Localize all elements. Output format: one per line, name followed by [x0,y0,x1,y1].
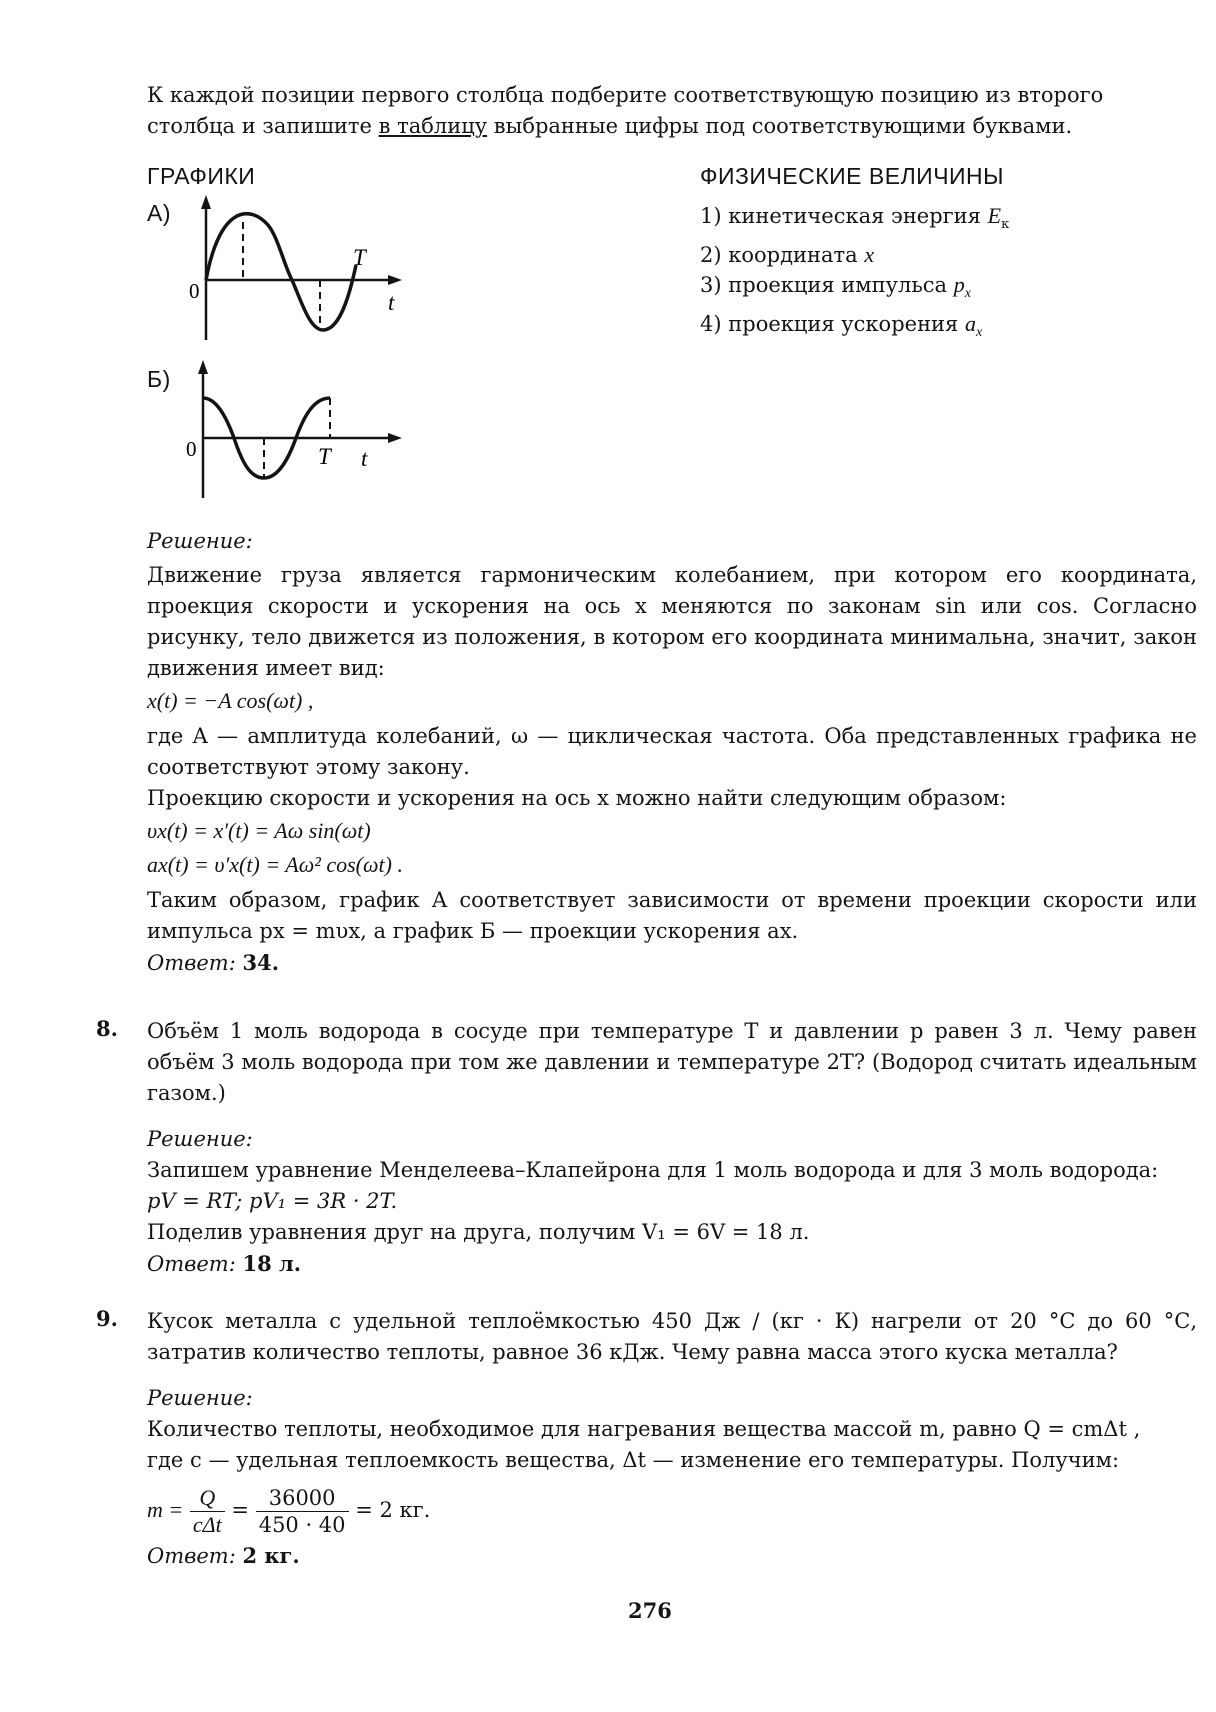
formula-v: υx(t) = x′(t) = Aω sin(ωt) [147,818,371,843]
task-8-line-2: pV = RT; pV₁ = 3R · 2T. [147,1189,398,1213]
quantity-item-2: 2) координата x [700,242,875,268]
intro-underlined: в таблицу [378,114,488,138]
graph-a-zero: 0 [189,279,200,303]
graph-b-label: Б) [147,366,171,392]
graph-b [180,360,410,500]
task-9-number: 9. [96,1306,118,1331]
page-number: 276 [628,1598,672,1623]
answer-7: Ответ: 34. [147,950,280,975]
solution-7-p3: Проекцию скорости и ускорения на ось x можно найти следующим образом: [147,786,1007,810]
task-8-solution-label: Решение: [147,1127,253,1151]
quantity-item-3: 3) проекция импульса $p_x$ [700,272,971,302]
solution-7 [147,526,1197,979]
task-8-text: Объём 1 моль водорода в сосуде при температуре T и давлении p равен 3 л. Чему равен объём 3 моль водорода при том же давлении и температуре 2T? (Водород считать идеальным газом.) [147,1019,1197,1105]
quantities-list [700,201,1009,349]
graph-b-y-arrow [198,360,208,374]
intro-line-2-b: выбранные цифры под соответствующими буквами. [493,114,1073,138]
solution-7-p2: где A — амплитуда колебаний, ω — циклическая частота. Оба представленных графика не соответствуют этому закону. [147,724,1197,779]
formula-x: x(t) = −A cos(ωt) , [147,688,314,713]
graph-a-x-arrow [388,275,402,285]
answer-9: Ответ: 2 кг. [147,1543,300,1568]
graph-a-t: t [388,290,395,315]
intro-text [147,80,1197,142]
task-9-text: Кусок металла с удельной теплоёмкостью 450 Дж / (кг · К) нагрели от 20 °С до 60 °С, затратив количество теплоты, равное 36 кДж. Чему равна масса этого куска металла? [147,1309,1197,1364]
graph-b-zero: 0 [186,437,197,461]
task-9-solution-label: Решение: [147,1386,253,1410]
intro-line-2 [147,111,1197,142]
task-9-line-1: Количество теплоты, необходимое для нагревания вещества массой m, равно Q = cmΔt , [147,1417,1141,1441]
task-9 [147,1306,1197,1572]
solution-7-p1: Движение груза является гармоническим колебанием, при котором его координата, проекция скорости и ускорения на ось x меняются по законам sin или cos. Согласно рисунку, тело движется из положения, в котором его координата минимальна, значит, закон движения имеет вид: [147,563,1197,680]
graph-b-x-arrow [388,433,402,443]
task-8 [147,1016,1197,1280]
answer-8: Ответ: 18 л. [147,1251,302,1276]
task-9-line-2: где c — удельная теплоемкость вещества, Δt — изменение его температуры. Получим: [147,1448,1120,1472]
intro-line-1: К каждой позиции первого столбца подберите соответствующую позицию из второго [147,83,1104,107]
graphs-heading: ГРАФИКИ [147,163,256,189]
graph-b-t: t [361,446,368,471]
task-8-line-3: Поделив уравнения друг на друга, получим V₁ = 6V = 18 л. [147,1220,810,1244]
task-8-line-1: Запишем уравнение Менделеева–Клапейрона для 1 моль водорода и для 3 моль водорода: [147,1158,1159,1182]
graph-a-T: T [353,245,366,270]
graph-a-label: А) [147,200,171,226]
quantities-heading: ФИЗИЧЕСКИЕ ВЕЛИЧИНЫ [700,163,1005,189]
graph-b-T: T [318,444,331,469]
formula-mass: m = $\frac{Q}{\text{cΔt}}$ = $\frac{36000}{450 \cdot 40}$ = 2 кг. [147,1485,431,1537]
solution-7-p4: Таким образом, график А соответствует зависимости от времени проекции скорости или импульса px = mυx, а график Б — проекции ускорения ax. [147,888,1197,943]
fraction-q: $\frac{Q}{\text{cΔt}}$ [190,1485,225,1538]
quantity-item-1: 1) кинетическая энергия $E_к$ [700,203,1010,233]
quantity-item-4: 4) проекция ускорения $a_x$ [700,311,983,341]
task-8-number: 8. [96,1016,118,1041]
graph-a [180,195,410,345]
formula-a: ax(t) = υ′x(t) = Aω² cos(ωt) . [147,852,403,877]
graph-a-y-arrow [201,195,211,209]
graph-a-curve [206,214,356,330]
fraction-numbers: $\frac{36000}{450 \cdot 40}$ [256,1485,349,1538]
solution-7-label: Решение: [147,529,253,553]
intro-line-2-a: столбца и запишите [147,114,372,138]
